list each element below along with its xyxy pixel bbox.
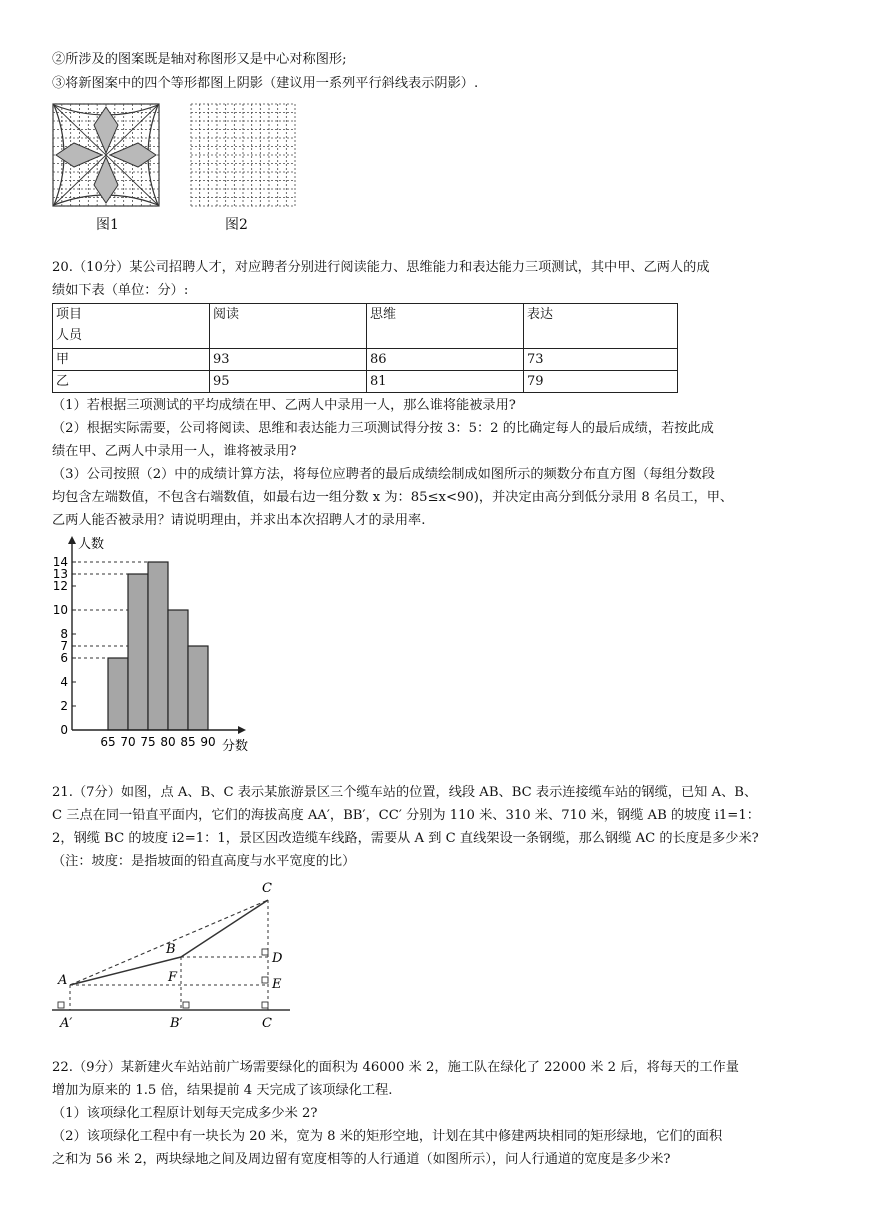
q22-part-2b: 之和为 56 米 2，两块绿地之间及周边留有宽度相等的人行通道（如图所示），问人行通道的宽度是多少米?	[52, 1152, 671, 1167]
cable-diagram	[40, 870, 300, 1040]
table-row	[53, 371, 678, 393]
q20-line-1: 20.（10分）某公司招聘人才，对应聘者分别进行阅读能力、思维能力和表达能力三项测试，其中甲、乙两人的成	[52, 260, 710, 275]
table-row-name: 甲	[53, 349, 210, 371]
intro-line-3: ③将新图案中的四个等形都图上阴影（建议用一系列平行斜线表示阴影）.	[52, 76, 479, 91]
cable-bc	[181, 900, 268, 957]
histogram-bar	[168, 610, 188, 730]
score-table	[52, 303, 678, 393]
table-header-person: 人员	[56, 328, 83, 343]
table-header-row	[53, 304, 678, 349]
y-tick-label: 8	[60, 627, 68, 641]
q20-part-3a: （3）公司按照（2）中的成绩计算方法，将每位应聘者的最后成绩绘制成如图所示的频数分布直方图（每组分数段	[52, 467, 715, 482]
histogram-bar	[188, 646, 208, 730]
label-e: E	[272, 977, 282, 992]
y-tick-label: 7	[60, 639, 68, 653]
y-tick-label: 6	[60, 651, 68, 665]
figure-1-pattern	[52, 103, 160, 207]
q22-part-2a: （2）该项绿化工程中有一块长为 20 米，宽为 8 米的矩形空地，计划在其中修建两块相同的矩形绿地，它们的面积	[52, 1129, 723, 1144]
table-header-corner	[53, 304, 210, 349]
q22-line-1: 22.（9分）某新建火车站站前广场需要绿化的面积为 46000 米 2，施工队在绿化了 22000 米 2 后，将每天的工作量	[52, 1060, 739, 1075]
y-tick-label: 0	[60, 723, 68, 737]
x-axis-arrow	[238, 726, 246, 734]
table-header-cell: 思维	[367, 304, 524, 349]
y-axis-label: 人数	[78, 537, 105, 552]
figure-2-grid	[190, 103, 296, 207]
y-tick-label: 14	[52, 555, 68, 569]
q21-line-4: （注：坡度：是指坡面的铅直高度与水平宽度的比）	[52, 854, 356, 869]
table-header-item: 项目	[56, 307, 83, 322]
q21-line-3: 2，钢缆 BC 的坡度 i2=1：1，景区因改造缆车线路，需要从 A 到 C 直线架设一条钢缆，那么钢缆 AC 的长度是多少米?	[52, 831, 759, 846]
q20-part-1: （1）若根据三项测试的平均成绩在甲、乙两人中录用一人，那么谁将能被录用?	[52, 398, 516, 413]
table-cell: 86	[367, 349, 524, 371]
label-a-prime: A′	[60, 1016, 73, 1031]
x-tick-label: 70	[120, 735, 136, 749]
histogram-bar	[128, 574, 148, 730]
figure-2-label: 图2	[225, 217, 248, 233]
table-cell: 79	[524, 371, 678, 393]
table-header-cell: 表达	[524, 304, 678, 349]
cable-ab	[70, 957, 181, 985]
y-tick-label: 4	[60, 675, 68, 689]
label-c-bottom: C	[262, 1016, 272, 1031]
x-tick-label: 85	[180, 735, 196, 749]
y-tick-label: 13	[52, 567, 68, 581]
label-d: D	[272, 951, 283, 966]
label-f: F	[168, 970, 178, 985]
table-header-cell: 阅读	[210, 304, 367, 349]
frequency-histogram	[40, 530, 270, 760]
label-a: A	[58, 973, 68, 988]
q22-line-2: 增加为原来的 1.5 倍，结果提前 4 天完成了该项绿化工程.	[52, 1083, 393, 1098]
q20-part-2b: 绩在甲、乙两人中录用一人，谁将被录用?	[52, 444, 297, 459]
x-tick-label: 80	[160, 735, 176, 749]
histogram-bar	[108, 658, 128, 730]
q20-part-3b: 均包含左端数值，不包含右端数值，如最右边一组分数 x 为：85≤x<90)，并决定由高分到低分录用 8 名员工，甲、	[52, 490, 734, 505]
x-tick-label: 75	[140, 735, 156, 749]
x-tick-label: 65	[100, 735, 116, 749]
y-tick-label: 12	[52, 579, 68, 593]
y-axis-arrow	[68, 536, 76, 544]
table-cell: 95	[210, 371, 367, 393]
figure-1-label: 图1	[96, 217, 119, 233]
q20-part-2a: （2）根据实际需要，公司将阅读、思维和表达能力三项测试得分按 3：5：2 的比确定每人的最后成绩，若按此成	[52, 421, 714, 436]
table-cell: 93	[210, 349, 367, 371]
table-row	[53, 349, 678, 371]
q20-part-3c: 乙两人能否被录用？请说明理由，并求出本次招聘人才的录用率.	[52, 513, 426, 528]
x-tick-label: 90	[200, 735, 216, 749]
q21-line-1: 21.（7分）如图，点 A、B、C 表示某旅游景区三个缆车站的位置，线段 AB、BC 表示连接缆车站的钢缆，已知 A、B、	[52, 785, 758, 800]
table-cell: 73	[524, 349, 678, 371]
table-row-name: 乙	[53, 371, 210, 393]
label-b-prime: B′	[170, 1016, 183, 1031]
table-cell: 81	[367, 371, 524, 393]
y-tick-label: 10	[52, 603, 68, 617]
q20-line-2: 绩如下表（单位：分）:	[52, 283, 189, 298]
label-b: B	[166, 942, 176, 957]
intro-line-2: ②所涉及的图案既是轴对称图形又是中心对称图形;	[52, 52, 347, 67]
q21-line-2: C 三点在同一铅直平面内，它们的海拔高度 AA′，BB′，CC′ 分别为 110 米、310 米、710 米，钢缆 AB 的坡度 i1=1：	[52, 808, 760, 823]
histogram-bar	[148, 562, 168, 730]
x-axis-label: 分数	[222, 739, 249, 754]
q22-part-1: （1）该项绿化工程原计划每天完成多少米 2?	[52, 1106, 318, 1121]
y-tick-label: 2	[60, 699, 68, 713]
label-c-top: C	[262, 881, 272, 896]
